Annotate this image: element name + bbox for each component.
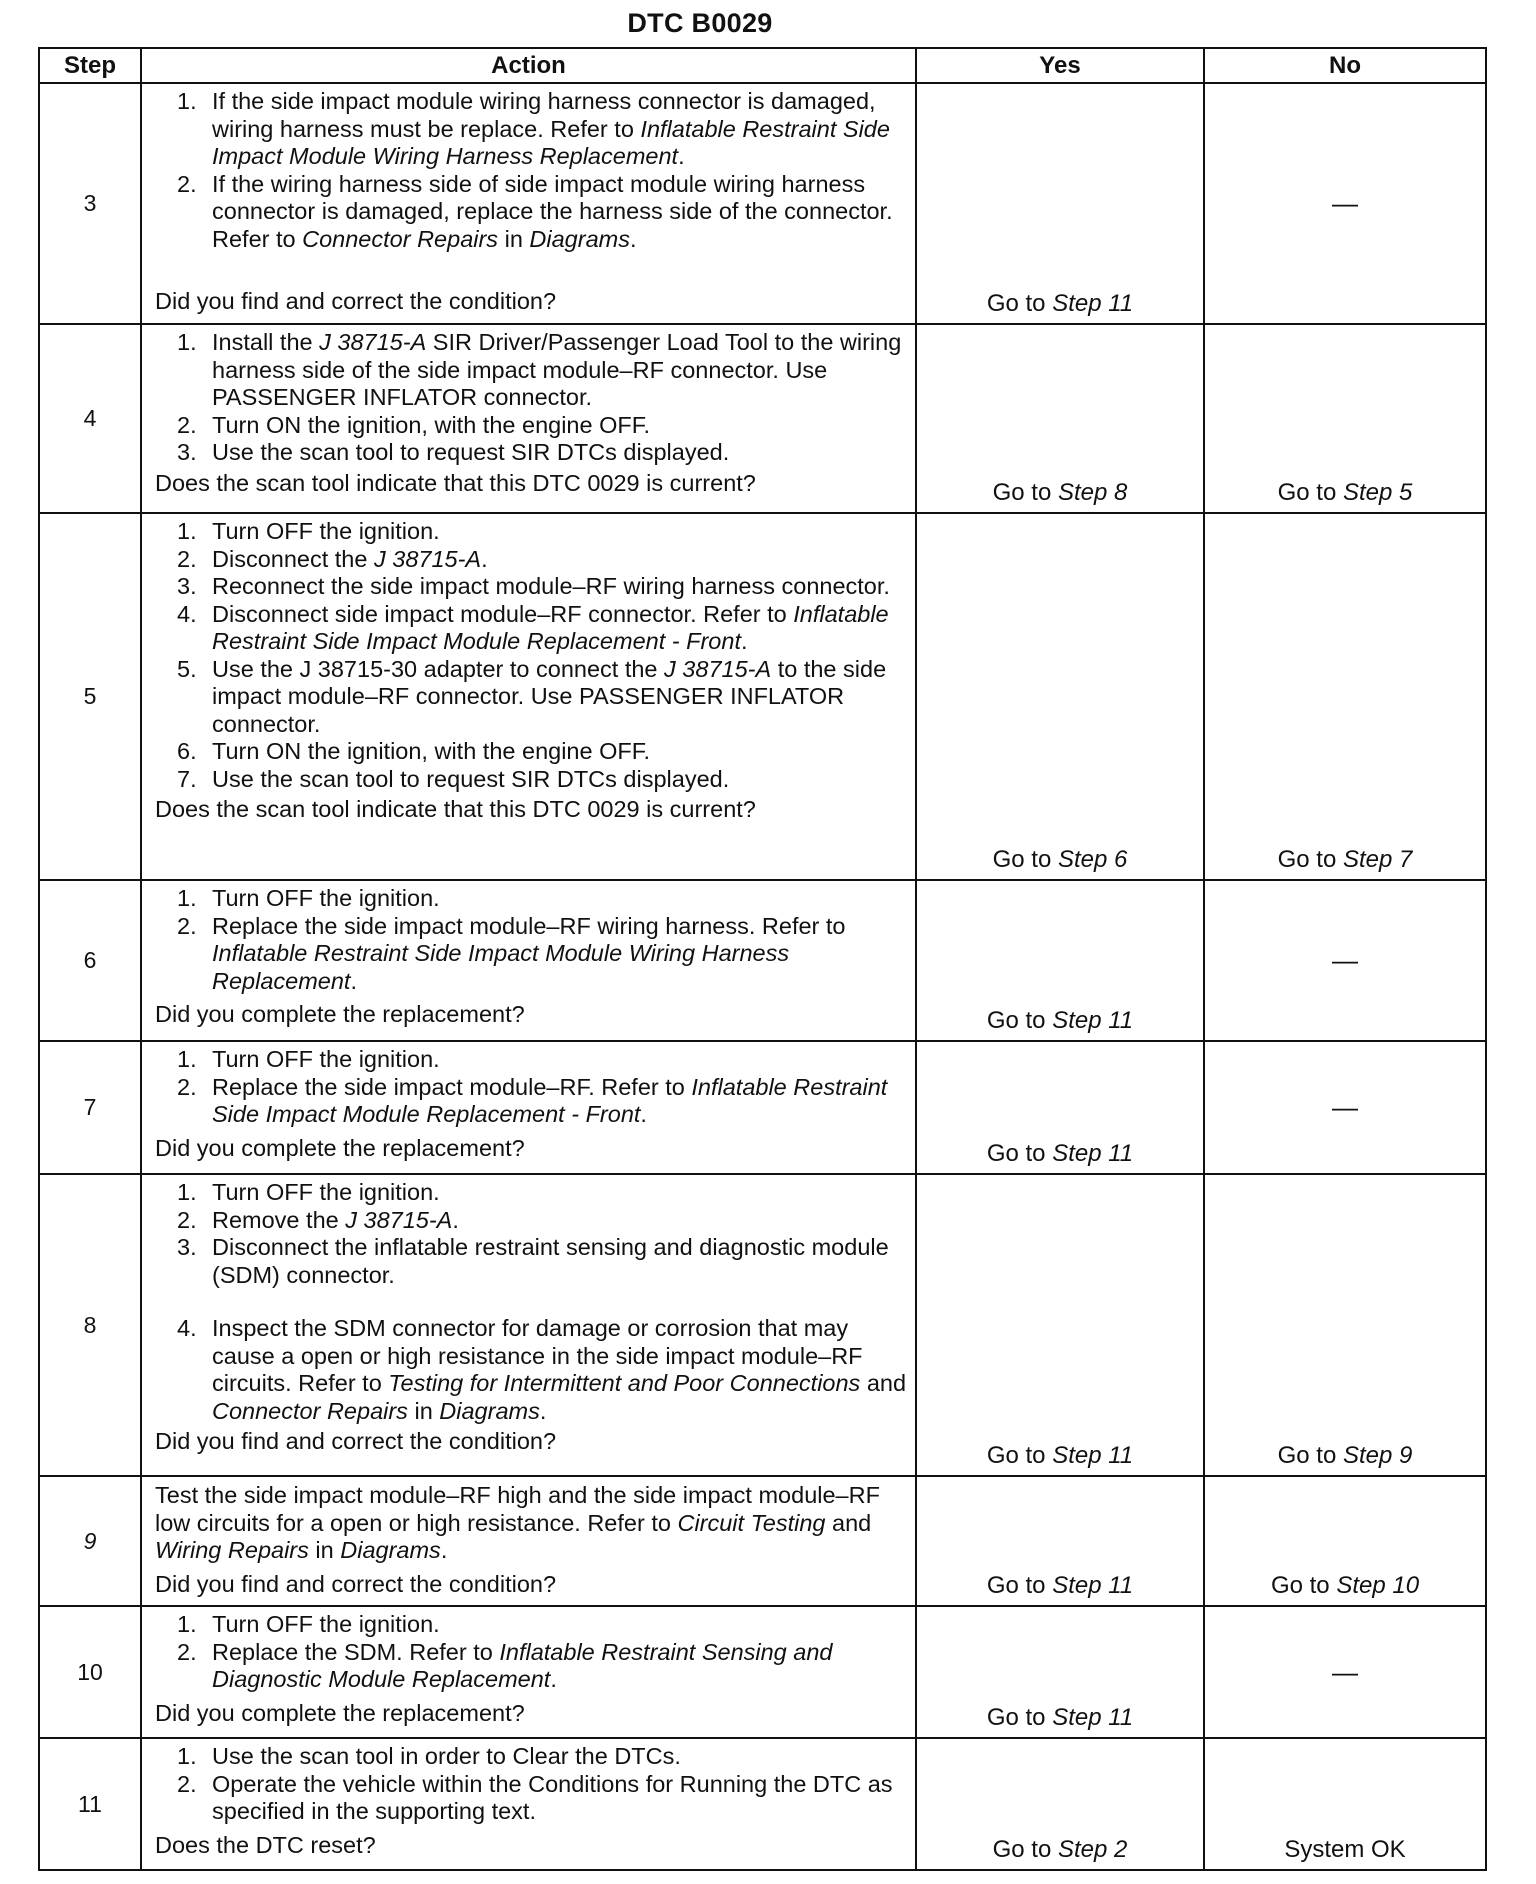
no-cell: —	[1204, 1606, 1486, 1738]
list-item	[155, 1207, 909, 1235]
no-cell	[1204, 324, 1486, 513]
no-cell: —	[1204, 83, 1486, 324]
goto-step: Step 6	[1057, 846, 1128, 873]
goto-prefix: Go to	[986, 1572, 1053, 1599]
no-cell: —	[1204, 1041, 1486, 1174]
goto-prefix: Go to	[1277, 846, 1343, 873]
step-number: 6	[39, 880, 141, 1041]
item-text: Turn ON the ignition, with the engine OFF.	[212, 738, 651, 764]
goto-prefix: Go to	[986, 290, 1053, 317]
item-end: .	[640, 1101, 647, 1127]
goto-step: Step 11	[1052, 1007, 1134, 1034]
goto-prefix: Go to	[1270, 1572, 1337, 1599]
item-reference: Inflatable Restraint Side Impact Module Replacement - Front	[212, 600, 889, 654]
item-text: Use the J 38715-30 adapter to connect the	[212, 655, 665, 682]
goto-step: Step 7	[1342, 846, 1413, 873]
list-item	[155, 656, 909, 739]
yes-cell	[916, 1476, 1204, 1606]
item-text: Use the scan tool to request SIR DTCs displayed.	[212, 765, 730, 792]
item-number: 6.	[177, 738, 197, 764]
goto-step: Step 11	[1052, 290, 1134, 317]
item-end: .	[539, 1397, 547, 1424]
list-item	[155, 1611, 909, 1639]
yes-cell	[916, 513, 1204, 880]
item-end: .	[740, 628, 748, 654]
list-item	[155, 412, 909, 440]
list-item	[155, 1743, 909, 1771]
item-reference: Diagrams	[439, 1397, 540, 1424]
header-step: Step	[39, 48, 141, 83]
item-text: Turn OFF the ignition.	[212, 518, 440, 544]
instruction-paragraph	[155, 1482, 909, 1565]
goto-prefix: Go to	[1277, 1442, 1343, 1469]
item-number: 1.	[177, 518, 197, 544]
question: Did you find and correct the condition?	[155, 1428, 557, 1454]
item-reference: Testing for Intermittent and Poor Connections	[388, 1370, 861, 1396]
step-number: 11	[39, 1738, 141, 1870]
action-cell	[141, 1738, 916, 1870]
item-text: Disconnect side impact module–RF connector. Refer to	[212, 600, 794, 627]
item-text: Use the scan tool in order to Clear the DTCs.	[212, 1743, 681, 1769]
list-item	[155, 1639, 909, 1694]
item-text: Turn OFF the ignition.	[212, 885, 440, 911]
goto-prefix: Go to	[992, 1836, 1058, 1863]
item-number: 2.	[177, 1770, 197, 1797]
item-text: Turn OFF the ignition.	[212, 1611, 440, 1637]
yes-cell	[916, 1041, 1204, 1174]
item-text: Remove the	[212, 1206, 346, 1233]
step-number: 10	[39, 1606, 141, 1738]
table-row	[39, 83, 1486, 324]
item-reference: Wiring Repairs	[155, 1537, 309, 1563]
step-number: 7	[39, 1041, 141, 1174]
page-title: DTC B0029	[627, 8, 773, 38]
item-text: Inspect the SDM connector for damage or corrosion that may cause a open or high resistance in the side impact module–RF circuits. Refer to	[212, 1315, 863, 1396]
goto-step: Step 5	[1342, 479, 1413, 506]
header-yes: Yes	[916, 48, 1204, 83]
yes-cell	[916, 1174, 1204, 1476]
item-reference: J 38715-A	[319, 329, 427, 355]
list-item	[155, 1771, 909, 1826]
goto-step: Step 11	[1052, 1704, 1134, 1731]
no-cell	[1204, 1174, 1486, 1476]
item-text: Replace the side impact module–RF wiring harness. Refer to	[212, 912, 846, 939]
table-row	[39, 1041, 1486, 1174]
item-text: Turn ON the ignition, with the engine OFF.	[212, 411, 651, 438]
item-number: 1.	[177, 885, 197, 911]
item-reference: Diagrams	[529, 225, 630, 252]
item-number: 5.	[177, 655, 197, 682]
item-number: 1.	[177, 329, 197, 355]
item-number: 3.	[177, 1234, 197, 1260]
table-header-row	[39, 48, 1486, 83]
item-text: .	[452, 1206, 459, 1233]
item-text: .	[481, 545, 488, 572]
goto-step: Step 11	[1052, 1140, 1134, 1167]
item-mid: and	[860, 1370, 907, 1396]
item-text: Operate the vehicle within the Conditions for Running the DTC as specified in the supporting text.	[212, 1770, 893, 1824]
action-cell	[141, 1606, 916, 1738]
item-number: 1.	[177, 1743, 197, 1769]
step-number: 8	[39, 1174, 141, 1476]
item-number: 2.	[177, 1206, 197, 1233]
list-item	[155, 88, 909, 171]
item-reference: J 38715-A	[373, 545, 482, 572]
yes-cell	[916, 880, 1204, 1041]
list-item	[155, 885, 909, 913]
no-cell	[1204, 513, 1486, 880]
action-cell	[141, 1041, 916, 1174]
question: Does the DTC reset?	[155, 1831, 376, 1858]
item-end: .	[678, 143, 685, 169]
item-text: Turn OFF the ignition.	[212, 1046, 440, 1072]
item-text: If the wiring harness side of side impact module wiring harness connector is damaged, replace the harness side of the connector. Refer to	[212, 170, 893, 252]
list-item	[155, 518, 909, 546]
goto-prefix: Go to	[992, 846, 1058, 873]
goto-step: Step 11	[1052, 1442, 1134, 1469]
item-reference: Circuit Testing	[677, 1509, 826, 1536]
list-item	[155, 1234, 909, 1289]
item-text: If the side impact module wiring harness connector is damaged, wiring harness must be replace. Refer to	[212, 88, 876, 142]
action-cell	[141, 513, 916, 880]
no-cell: System OK	[1204, 1738, 1486, 1870]
table-row	[39, 1174, 1486, 1476]
step-number: 4	[39, 324, 141, 513]
item-reference: Inflatable Restraint Side Impact Module Replacement - Front	[212, 1073, 888, 1127]
item-text: to the side impact module–RF connector. Use PASSENGER INFLATOR connector.	[212, 655, 887, 737]
item-text: SIR Driver/Passenger Load Tool to the wiring harness side of the side impact module–RF connector. Use PASSENGER INFLATOR connector.	[212, 329, 902, 410]
header-action: Action	[141, 48, 916, 83]
item-reference: Diagrams	[340, 1537, 441, 1563]
item-number: 2.	[177, 545, 197, 572]
goto-prefix: Go to	[986, 1704, 1053, 1731]
item-reference: Connector Repairs	[212, 1397, 408, 1424]
item-number: 2.	[177, 912, 197, 939]
action-cell	[141, 324, 916, 513]
question: Did you find and correct the condition?	[155, 288, 557, 314]
item-mid: in	[498, 225, 530, 252]
goto-prefix: Go to	[986, 1140, 1053, 1167]
item-text: Disconnect the inflatable restraint sensing and diagnostic module (SDM) connector.	[212, 1234, 889, 1288]
yes-cell	[916, 1606, 1204, 1738]
item-reference: J 38715-A	[664, 655, 772, 682]
item-text: Replace the side impact module–RF. Refer to	[212, 1073, 692, 1100]
goto-step: Step 8	[1057, 479, 1128, 506]
action-cell	[141, 1174, 916, 1476]
list-item	[155, 1315, 909, 1425]
question: Did you find and correct the condition?	[155, 1570, 557, 1597]
item-reference: Connector Repairs	[302, 225, 499, 252]
item-reference: Inflatable Restraint Side Impact Module Wiring Harness Replacement	[212, 940, 790, 994]
table-row	[39, 324, 1486, 513]
list-item	[155, 913, 909, 996]
list-item	[155, 1074, 909, 1129]
item-number: 1.	[177, 1179, 197, 1205]
action-cell	[141, 880, 916, 1041]
goto-step: Step 9	[1342, 1442, 1413, 1469]
item-number: 1.	[177, 88, 197, 114]
item-number: 3.	[177, 439, 197, 465]
item-text: Test the side impact module–RF high and the side impact module–RF low circuits for a open or high resistance. Refer to	[155, 1482, 880, 1536]
goto-prefix: Go to	[1277, 479, 1343, 506]
item-mid: in	[407, 1397, 440, 1424]
item-number: 1.	[177, 1046, 197, 1072]
yes-cell	[916, 1738, 1204, 1870]
list-item	[155, 1179, 909, 1207]
item-reference: Inflatable Restraint Side Impact Module Wiring Harness Replacement	[212, 115, 890, 169]
table-row	[39, 1606, 1486, 1738]
list-item	[155, 329, 909, 412]
step-number: 9	[39, 1476, 141, 1606]
dtc-table	[38, 47, 1487, 1871]
item-number: 2.	[177, 411, 197, 438]
table-row	[39, 880, 1486, 1041]
yes-cell	[916, 83, 1204, 324]
yes-cell	[916, 324, 1204, 513]
question: Did you complete the replacement?	[155, 1134, 525, 1161]
list-item	[155, 546, 909, 574]
list-item	[155, 1046, 909, 1074]
table-row	[39, 1476, 1486, 1606]
goto-step: Step 11	[1052, 1572, 1134, 1599]
item-text: Install the	[212, 329, 320, 355]
question: Did you complete the replacement?	[155, 1699, 525, 1726]
item-number: 3.	[177, 573, 197, 599]
step-number: 3	[39, 83, 141, 324]
item-number: 2.	[177, 170, 197, 197]
question: Did you complete the replacement?	[155, 1001, 525, 1027]
goto-prefix: Go to	[986, 1442, 1053, 1469]
item-end: .	[350, 967, 357, 994]
question: Does the scan tool indicate that this DTC 0029 is current?	[155, 796, 756, 822]
step-number: 5	[39, 513, 141, 880]
goto-prefix: Go to	[992, 479, 1058, 506]
list-item	[155, 439, 909, 467]
no-cell: —	[1204, 880, 1486, 1041]
item-number: 1.	[177, 1611, 197, 1637]
table-row	[39, 1738, 1486, 1870]
no-cell	[1204, 1476, 1486, 1606]
list-item	[155, 738, 909, 766]
table-row	[39, 513, 1486, 880]
item-reference: Inflatable Restraint Sensing and Diagnostic Module Replacement	[212, 1638, 833, 1692]
list-item	[155, 601, 909, 656]
item-text: Reconnect the side impact module–RF wiring harness connector.	[212, 573, 890, 599]
item-end: .	[440, 1537, 448, 1563]
item-number: 4.	[177, 600, 197, 627]
item-text: Disconnect the	[212, 545, 374, 572]
list-item	[155, 573, 909, 601]
item-mid: in	[308, 1537, 341, 1563]
goto-prefix: Go to	[986, 1007, 1053, 1034]
item-number: 2.	[177, 1638, 197, 1665]
item-number: 7.	[177, 765, 197, 792]
item-text: Use the scan tool to request SIR DTCs displayed.	[212, 439, 730, 465]
goto-step: Step 10	[1336, 1572, 1420, 1599]
item-number: 2.	[177, 1073, 197, 1100]
item-text: Turn OFF the ignition.	[212, 1179, 440, 1205]
question: Does the scan tool indicate that this DTC 0029 is current?	[155, 469, 756, 496]
item-end: .	[550, 1666, 557, 1692]
action-cell	[141, 83, 916, 324]
item-reference: J 38715-A	[345, 1206, 453, 1233]
list-item	[155, 766, 909, 794]
item-mid: and	[825, 1509, 872, 1536]
item-number: 4.	[177, 1315, 197, 1341]
item-end: .	[629, 225, 637, 252]
goto-step: Step 2	[1057, 1836, 1128, 1863]
list-item	[155, 171, 909, 254]
item-text: Replace the SDM. Refer to	[212, 1638, 500, 1665]
action-cell	[141, 1476, 916, 1606]
header-no: No	[1204, 48, 1486, 83]
